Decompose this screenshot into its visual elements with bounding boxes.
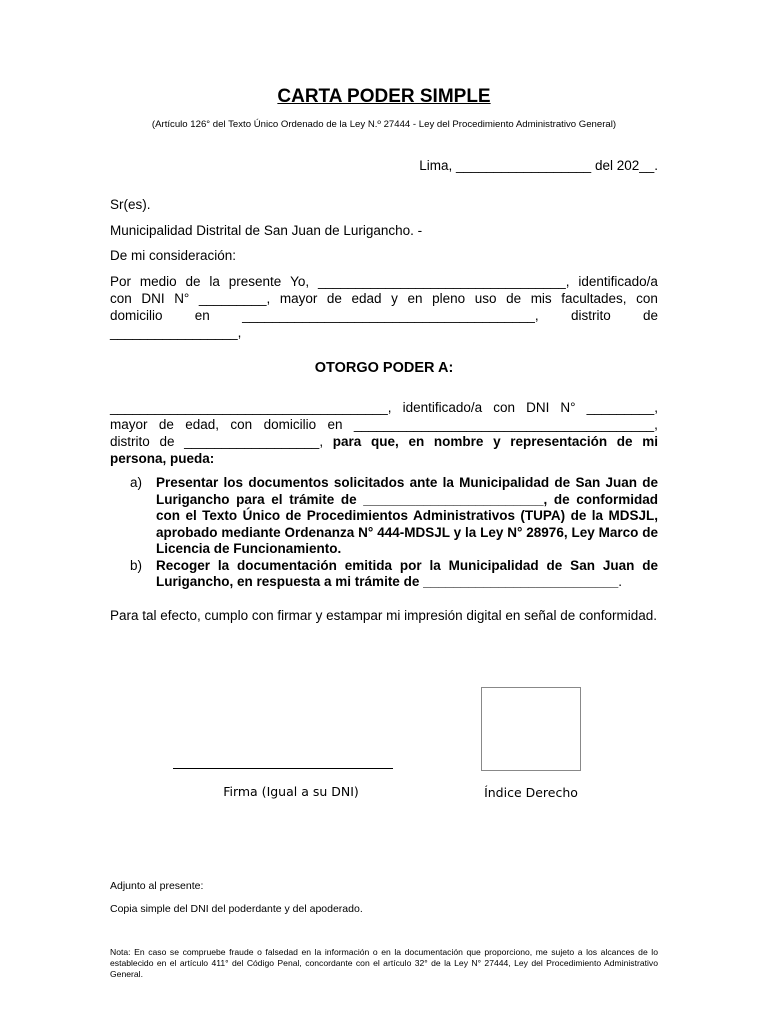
intro-paragraph	[110, 273, 658, 341]
word: distrito	[110, 434, 150, 449]
closing-paragraph: Para tal efecto, cumplo con firmar y estampar mi impresión digital en señal de conformidad.	[110, 608, 658, 623]
fingerprint-label: Índice Derecho	[484, 785, 578, 800]
word: mis	[530, 291, 552, 306]
document-subtitle: (Artículo 126° del Texto Único Ordenado de la Ley N.º 27444 - Ley del Procedimiento Administrativo General)	[151, 119, 617, 130]
word: en	[194, 308, 210, 323]
intro-line-2	[110, 290, 658, 307]
word: domicilio	[110, 308, 163, 323]
word: representación	[510, 434, 608, 449]
word: en	[407, 291, 423, 306]
powers-list	[130, 475, 658, 591]
word: y	[391, 291, 398, 306]
intro-line-3	[110, 307, 658, 324]
word: _______________________________________,	[242, 308, 539, 323]
word: la	[209, 274, 220, 289]
word: y	[493, 434, 501, 449]
greeting: De mi consideración:	[110, 248, 237, 263]
word: _____________________________________,	[110, 400, 392, 415]
word: de	[326, 291, 342, 306]
word: mi	[642, 434, 658, 449]
grantee-line-4: persona, pueda:	[110, 451, 215, 466]
word: domicilio	[263, 417, 317, 432]
word: para	[332, 434, 362, 449]
word: distrito	[570, 308, 611, 323]
signature-label: Firma (Igual a su DNI)	[223, 784, 359, 799]
word: Por	[110, 274, 132, 289]
word: edad	[351, 291, 382, 306]
word: de	[616, 434, 633, 449]
word: en	[327, 417, 343, 432]
list-item	[130, 558, 658, 591]
word: DNI	[526, 400, 550, 415]
word: con	[636, 291, 658, 306]
word: facultades,	[561, 291, 627, 306]
word: DNI	[141, 291, 165, 306]
word: N°	[560, 400, 576, 415]
recipient: Municipalidad Distrital de San Juan de Lurigancho. -	[110, 223, 423, 238]
word: con	[230, 417, 253, 432]
grantee-line-3	[110, 433, 658, 450]
grant-heading: OTORGO PODER A:	[314, 360, 454, 376]
word: Yo,	[290, 274, 310, 289]
list-item-text: Presentar los documentos solicitados ante la Municipalidad de San Juan de Lurigancho para el trámite de ________________________, de conformidad con el Texto Único de Procedimientos Administrativos (TUPA) de la MDSJL, aprobado mediante Ordenanza N° 444-MDSJL y la Ley N° 28976, Ley Marco de Licencia de Funcionamiento.	[156, 475, 658, 556]
legal-note: Nota: En caso se compruebe fraude o falsedad en la información o en la documentación que proporciono, me sujeto a los alcances de lo establecido en el artículo 411° del Código Penal, concordante con el artículo 32° de la Ley N° 27444, Ley del Procedimiento Administrativo General.	[110, 947, 658, 979]
list-marker: b)	[130, 557, 143, 573]
list-item-text	[156, 558, 658, 591]
salutation: Sr(es).	[110, 197, 151, 212]
word: __________________,	[184, 434, 324, 449]
word: identificado/a	[578, 274, 658, 289]
fingerprint-box	[481, 687, 581, 771]
word: de	[642, 308, 658, 323]
word: identificado/a	[402, 400, 483, 415]
word: que,	[370, 434, 399, 449]
word: N°	[174, 291, 190, 306]
word: con	[110, 291, 132, 306]
word: con	[493, 400, 516, 415]
word: edad,	[185, 417, 220, 432]
word: uso	[474, 291, 497, 306]
word: mayor	[110, 417, 148, 432]
word: de	[185, 274, 201, 289]
attached-label: Adjunto al presente:	[110, 880, 204, 892]
word: pleno	[432, 291, 466, 306]
list-marker: a)	[130, 475, 143, 490]
grantee-line-2	[110, 416, 658, 433]
word: _________________________________,	[317, 274, 570, 289]
word: de	[159, 434, 175, 449]
attached-item: Copia simple del DNI del poderdante y del apoderado.	[110, 903, 363, 915]
word: _________,	[586, 400, 658, 415]
word: nombre	[433, 434, 484, 449]
grantee-paragraph	[110, 399, 658, 467]
intro-line-1	[110, 273, 658, 290]
word: de	[506, 291, 522, 306]
list-item	[130, 475, 658, 558]
word: ________________________________________,	[353, 417, 658, 432]
intro-line-4: _________________,	[110, 325, 242, 340]
word: de	[158, 417, 174, 432]
word: en	[408, 434, 425, 449]
grantee-line-1	[110, 399, 658, 416]
word: _________,	[198, 291, 271, 306]
word: medio	[139, 274, 177, 289]
document-title: CARTA PODER SIMPLE	[277, 86, 491, 107]
word: mayor	[279, 291, 318, 306]
date-line: Lima, __________________ del 202__.	[419, 158, 658, 173]
word: presente	[228, 274, 282, 289]
list-item-bold-text: Recoger la documentación emitida por la Municipalidad de San Juan de Lurigancho, en respuesta a mi trámite de __________________________	[156, 557, 658, 589]
list-item-tail: .	[618, 574, 623, 589]
signature-line	[173, 768, 393, 769]
